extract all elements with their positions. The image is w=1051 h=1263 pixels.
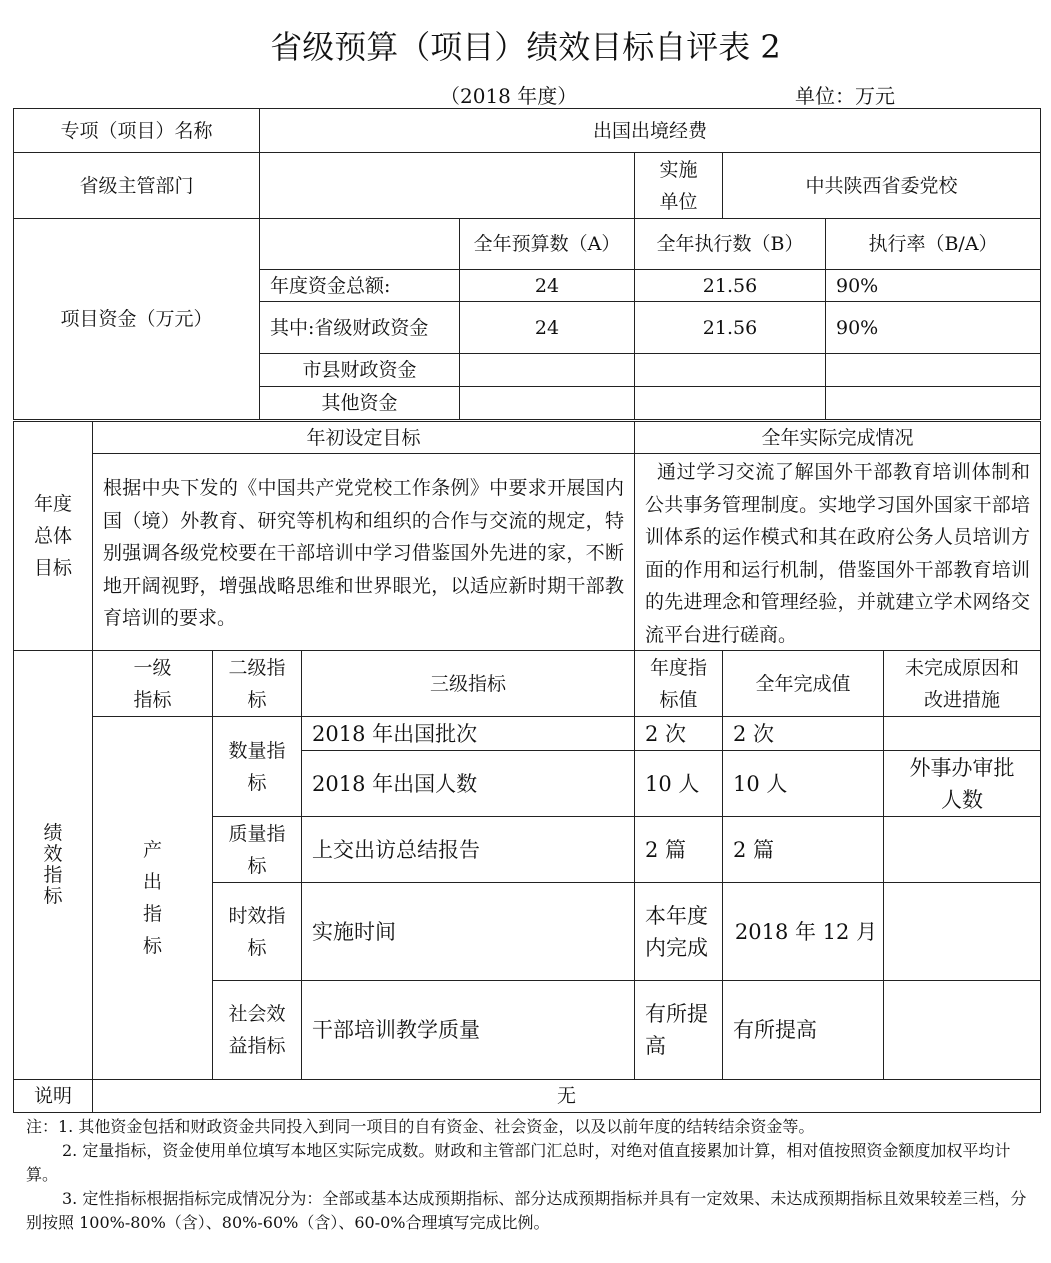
level3-name: 2018 年出国批次 <box>301 716 635 751</box>
fund-rate <box>825 353 1041 387</box>
fund-rate: 90% <box>825 269 1041 302</box>
fund-executed <box>634 353 826 387</box>
funds-header: 全年执行数（B） <box>634 218 826 270</box>
level2: 数量指标 <box>212 716 302 817</box>
reason <box>883 716 1041 751</box>
level2: 社会效益指标 <box>212 980 302 1080</box>
fund-rate <box>825 386 1041 420</box>
ind-header: 全年完成值 <box>722 650 884 717</box>
note-2: 2. 定量指标，资金使用单位填写本地区实际完成数。财政和主管部门汇总时，对绝对值直接累加计算，相对值按照资金额度加权平均计算。 <box>26 1141 1011 1184</box>
level3-name: 上交出访总结报告 <box>301 816 635 883</box>
impl-label: 实施单位 <box>634 152 723 219</box>
target-value: 2 次 <box>634 716 723 751</box>
goals-actual-text: 通过学习交流了解国外干部教育培训体制和公共事务管理制度。实地学习国外国家干部培训体系的运作模式和其在政府公务人员培训方面的作用和运行机制，借鉴国外干部教育培训的先进理念和管理经验，并就建立学术网络交流平台进行磋商。 <box>634 453 1041 651</box>
goals-set-text: 根据中央下发的《中国共产党党校工作条例》中要求开展国内国（境）外教育、研究等机构和组织的合作与交流的规定，特别强调各级党校要在干部培训中学习借鉴国外先进的家，不断地开阔视野，增强战略思维和世界眼光，以适应新时期干部教育培训的要求。 <box>92 453 635 651</box>
fund-budget: 24 <box>459 269 635 302</box>
dept-value <box>259 152 635 219</box>
target-value: 10 人 <box>634 750 723 817</box>
fund-row-label: 其他资金 <box>259 386 460 420</box>
fund-row-label: 其中:省级财政资金 <box>259 301 460 354</box>
ind-header: 未完成原因和改进措施 <box>883 650 1041 717</box>
fund-executed <box>634 386 826 420</box>
target-value: 有所提高 <box>634 980 723 1080</box>
actual-value: 2 次 <box>722 716 884 751</box>
dept-label: 省级主管部门 <box>13 152 260 219</box>
note-1: 注：1. 其他资金包括和财政资金共同投入到同一项目的自有资金、社会资金，以及以前年度的结转结余资金等。 <box>26 1117 815 1136</box>
impl-value: 中共陕西省委党校 <box>722 152 1041 219</box>
remark-value: 无 <box>92 1079 1041 1113</box>
ind-header: 三级指标 <box>301 650 635 717</box>
level1: 产出指标 <box>92 716 213 1080</box>
reason <box>883 816 1041 883</box>
reason <box>883 980 1041 1080</box>
fund-row-label: 市县财政资金 <box>259 353 460 387</box>
note-3: 3. 定性指标根据指标完成情况分为：全部或基本达成预期指标、部分达成预期指标并具有一定效果、未达成预期指标且效果较差三档，分别按照 100%-80%（含）、80%-60%（含）、60-0%合理填写完成比例。 <box>26 1189 1027 1232</box>
fund-rate: 90% <box>825 301 1041 354</box>
level2: 质量指标 <box>212 816 302 883</box>
year: （2018 年度） <box>440 84 578 108</box>
ind-header: 一级指标 <box>92 650 213 717</box>
goals-set-header: 年初设定目标 <box>92 421 635 454</box>
fund-executed: 21.56 <box>634 269 826 302</box>
unit: 单位：万元 <box>795 84 895 108</box>
target-value: 本年度内完成 <box>634 882 723 981</box>
remark-label: 说明 <box>13 1079 93 1113</box>
fund-row-label: 年度资金总额: <box>259 269 460 302</box>
level2: 时效指标 <box>212 882 302 981</box>
fund-budget: 24 <box>459 301 635 354</box>
funds-header: 执行率（B/A） <box>825 218 1041 270</box>
ind-header: 二级指标 <box>212 650 302 717</box>
ind-header: 年度指标值 <box>634 650 723 717</box>
level3-name: 2018 年出国人数 <box>301 750 635 817</box>
fund-budget <box>459 353 635 387</box>
indicators-label: 绩效指标 <box>13 650 93 1080</box>
level3-name: 干部培训教学质量 <box>301 980 635 1080</box>
actual-value: 2 篇 <box>722 816 884 883</box>
funds-label: 项目资金（万元） <box>13 218 260 420</box>
fund-executed: 21.56 <box>634 301 826 354</box>
name-label: 专项（项目）名称 <box>13 108 260 153</box>
target-value: 2 篇 <box>634 816 723 883</box>
funds-header-blank <box>259 218 460 270</box>
project-name: 出国出境经费 <box>259 108 1041 153</box>
reason: 外事办审批人数 <box>883 750 1041 817</box>
goals-actual-header: 全年实际完成情况 <box>634 421 1041 454</box>
level3-name: 实施时间 <box>301 882 635 981</box>
page-title: 省级预算（项目）绩效目标自评表 2 <box>270 28 781 66</box>
actual-value: 2018 年 12 月 <box>722 882 884 981</box>
goals-label: 年度总体目标 <box>13 421 93 651</box>
actual-value: 有所提高 <box>722 980 884 1080</box>
reason <box>883 882 1041 981</box>
actual-value: 10 人 <box>722 750 884 817</box>
funds-header: 全年预算数（A） <box>459 218 635 270</box>
fund-budget <box>459 386 635 420</box>
